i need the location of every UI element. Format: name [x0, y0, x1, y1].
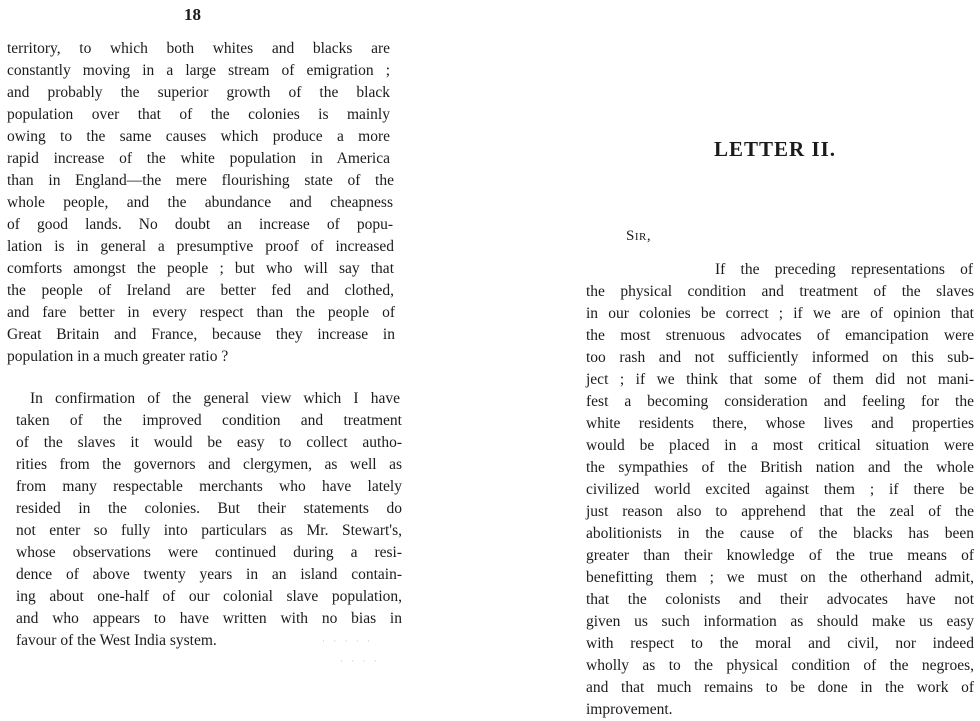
drop-initial-text: If the preceding representations of	[715, 261, 973, 278]
text-line: whole people, and the abundance and cheapness	[7, 194, 393, 211]
text-line-first	[715, 259, 973, 281]
text-line: comforts amongst the people ; but who will say that	[7, 260, 394, 277]
text-line: resided in the colonies. But their statements do	[16, 500, 402, 517]
text-line: would be placed in a most critical situation were	[586, 437, 974, 454]
text-line: lation is in general a presumptive proof of increased	[7, 238, 394, 255]
text-line: that the colonists and their advocates have not	[586, 591, 974, 608]
text-line: given us such information as should make us easy	[586, 613, 974, 630]
text-line: fest a becoming consideration and feeling for the	[586, 393, 974, 410]
text-line: and that much remains to be done in the work of	[586, 679, 974, 696]
text-line: than in England—the mere flourishing state of the	[7, 172, 394, 189]
text-line: owing to the same causes which produce a more	[7, 128, 390, 145]
text-line: the sympathies of the British nation and the whole	[586, 459, 974, 476]
text-line: rities from the governors and clergymen, as well as	[16, 456, 402, 473]
text-line: of the slaves it would be easy to collect autho-	[16, 434, 402, 451]
text-line: abolitionists in the cause of the blacks has been	[586, 525, 974, 542]
text-line: greater than their knowledge of the true means of	[586, 547, 974, 564]
text-line: ject ; if we think that some of them did not mani-	[586, 371, 974, 388]
text-line: population over that of the colonies is mainly	[7, 106, 390, 123]
text-line: in our colonies be correct ; if we are of opinion that	[586, 305, 974, 322]
text-line: from many respectable merchants who have lately	[16, 478, 402, 495]
text-line: the people of Ireland are better fed and clothed,	[7, 282, 394, 299]
text-line: ing about one-half of our colonial slave population,	[16, 588, 402, 605]
text-line: In confirmation of the general view which I have	[30, 390, 400, 407]
text-line: dence of above twenty years in an island contain-	[16, 566, 402, 583]
text-line: favour of the West India system.	[16, 632, 217, 649]
text-line: and fare better in every respect than the people of	[7, 304, 395, 321]
text-line: benefitting them ; we must on the otherhand admit,	[586, 569, 974, 586]
text-line: and who appears to have written with no bias in	[16, 610, 402, 627]
text-line: and probably the superior growth of the black	[7, 84, 390, 101]
text-line: the most strenuous advocates of emancipation were	[586, 327, 974, 344]
text-line: Great Britain and France, because they increase in	[7, 326, 395, 343]
text-line: white residents there, whose lives and properties	[586, 415, 974, 432]
text-line: constantly moving in a large stream of emigration ;	[7, 62, 390, 79]
text-line: of good lands. No doubt an increase of popu-	[7, 216, 393, 233]
bleed-through-specks: · · · · ·	[322, 636, 373, 646]
text-line: improvement.	[586, 701, 673, 718]
letter-heading: LETTER II.	[714, 137, 837, 161]
text-line: territory, to which both whites and blacks are	[7, 40, 390, 57]
text-line: rapid increase of the white population in America	[7, 150, 390, 167]
salutation: Sir,	[626, 228, 652, 244]
text-line: the physical condition and treatment of the slaves	[586, 283, 974, 300]
left-page	[0, 0, 410, 721]
text-line: population in a much greater ratio ?	[7, 348, 229, 365]
page-number: 18	[184, 5, 201, 24]
bleed-through-specks: · · · ·	[340, 656, 380, 666]
text-line: civilized world excited against them ; if there be	[586, 481, 974, 498]
text-line: whose observations were continued during a resi-	[16, 544, 402, 561]
right-page	[580, 0, 980, 721]
text-line: too rash and not sufficiently informed on this sub-	[586, 349, 974, 366]
text-line: wholly as to the physical condition of the negroes,	[586, 657, 974, 674]
text-line: with respect to the moral and civil, nor indeed	[586, 635, 974, 652]
text-line: just reason also to apprehend that the zeal of the	[586, 503, 974, 520]
text-line: taken of the improved condition and treatment	[16, 412, 402, 429]
text-line: not enter so fully into particulars as Mr. Stewart's,	[16, 522, 402, 539]
